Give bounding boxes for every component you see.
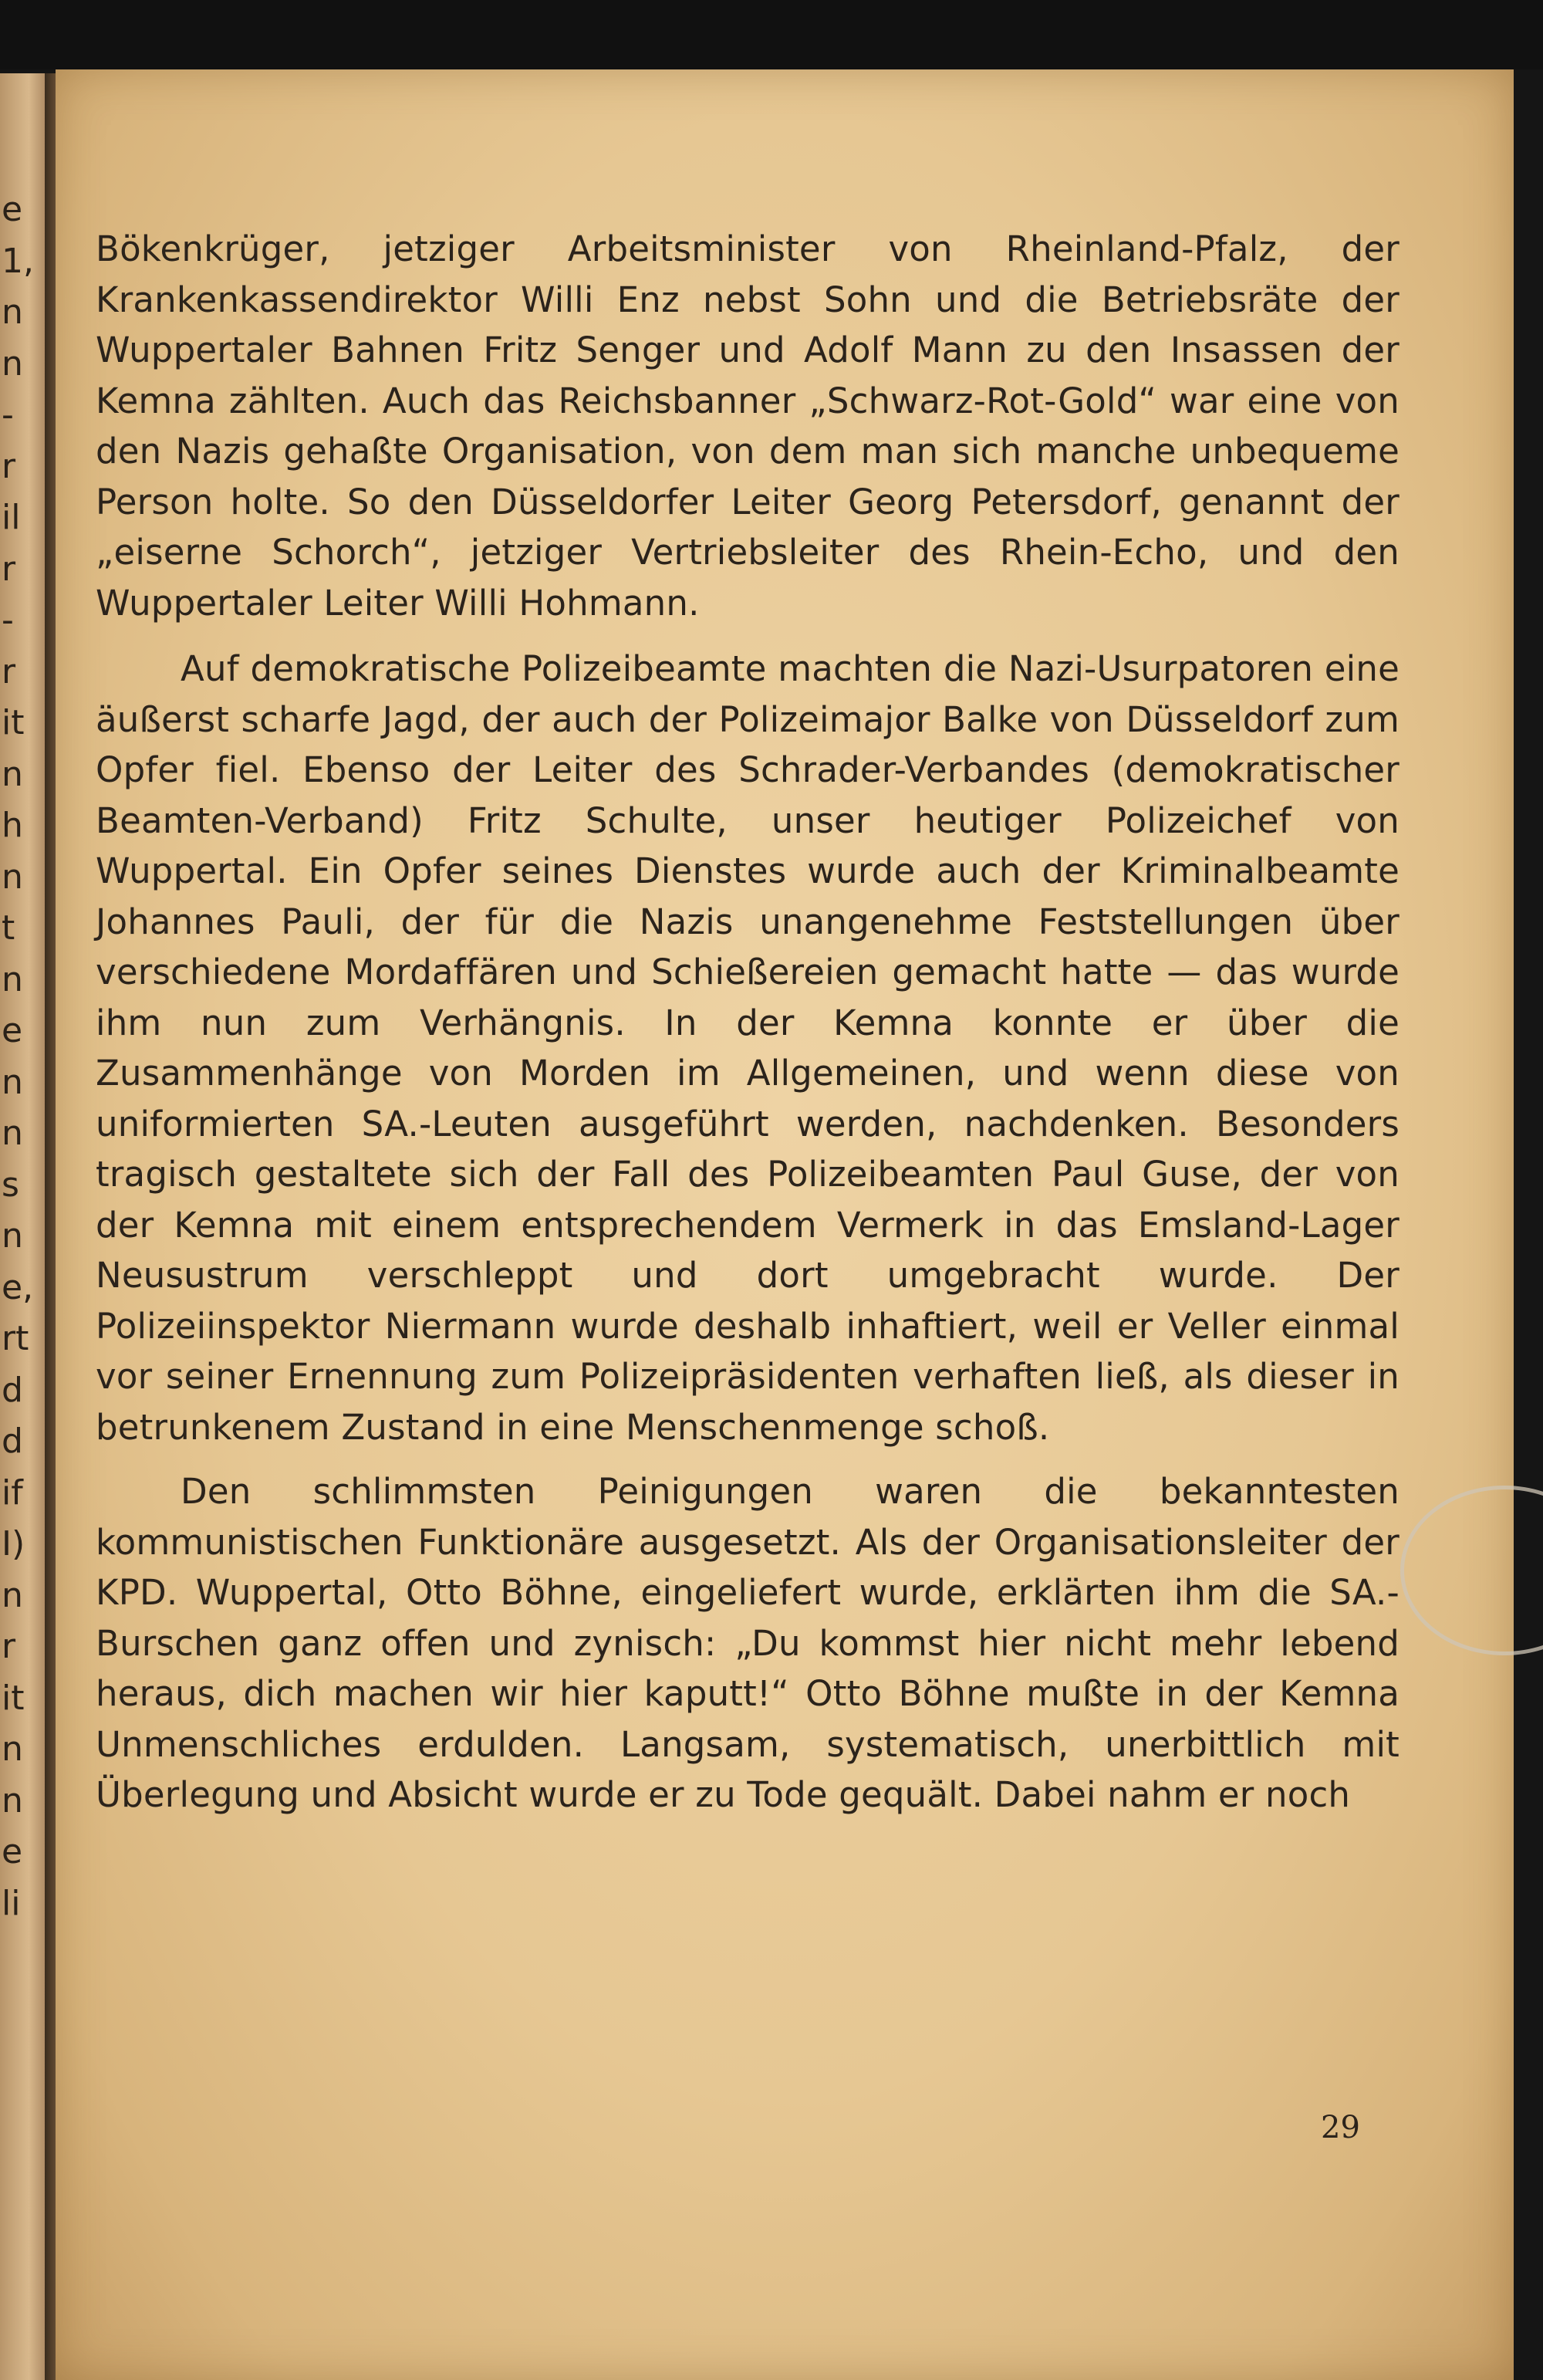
facing-page-letter: if: [2, 1472, 23, 1513]
facing-page-letter: li: [2, 1883, 21, 1923]
facing-page-letter: e,: [2, 1267, 34, 1307]
facing-page-letter: n: [2, 1216, 23, 1256]
facing-page-letter: h: [2, 806, 23, 845]
facing-page-letter: I): [2, 1524, 25, 1564]
facing-page-letter: e: [2, 190, 23, 229]
facing-page-letter: n: [2, 1114, 23, 1153]
facing-page-text-fragments: [0, 73, 48, 2380]
facing-page-letter: e: [2, 1011, 23, 1050]
facing-page-letter: r: [2, 549, 16, 589]
facing-page-letter: it: [2, 703, 25, 742]
facing-page-letter: il: [2, 498, 21, 537]
facing-page-letter: n: [2, 292, 23, 332]
page-text: [96, 224, 1400, 1820]
facing-page-letter: rt: [2, 1319, 29, 1358]
facing-page-letter: -: [2, 600, 14, 640]
paragraph-3: Den schlimmsten Peinigungen waren die bekanntesten kommunistischen Funktionäre ausgesetzt. Als der Organisationsleiter der KPD. Wuppertal, Otto Böhne, eingeliefert wurde, erklärten ihm die SA.-Burschen ganz offen und zynisch: „Du kommst hier nicht mehr lebend heraus, dich machen wir hier kaputt!“ Otto Böhne mußte in der Kemna Unmenschliches erdulden. Langsam, systematisch, unerbittlich mit Überlegung und Absicht wurde er zu Tode gequält. Dabei nahm er noch: [96, 1471, 1400, 1815]
facing-page-letter: t: [2, 908, 15, 948]
book-page: [56, 69, 1514, 2380]
facing-page-letter: n: [2, 343, 23, 384]
facing-page-letter: n: [2, 1780, 23, 1820]
facing-page-letter: d: [2, 1422, 23, 1461]
facing-page-letter: n: [2, 1729, 23, 1769]
facing-page-letter: d: [2, 1370, 23, 1410]
facing-page-letter: s: [2, 1165, 19, 1205]
facing-page-letter: n: [2, 754, 23, 794]
facing-page-letter: r: [2, 446, 16, 486]
facing-page-letter: e: [2, 1832, 23, 1871]
facing-page-letter: r: [2, 1627, 16, 1666]
facing-page-edge: [0, 73, 48, 2380]
scan-top-border: [0, 0, 1543, 69]
paragraph-2: Auf demokratische Polizeibeamte machten die Nazi-Usurpatoren eine äußerst scharfe Jagd, der auch der Polizeimajor Balke von Düsseldorf zum Opfer fiel. Ebenso der Leiter des Schrader-Verbandes (demokratischer Beamten-Verband) Fritz Schulte, unser heutiger Polizeichef von Wuppertal. Ein Opfer seines Dienstes wurde auch der Kriminalbeamte Johannes Pauli, der für die Nazis unangenehme Feststellungen über verschiedene Mordaffären und Schießereien gemacht hatte — das wurde ihm nun zum Verhängnis. In der Kemna konnte er über die Zusammenhänge von Morden im Allgemeinen, und wenn diese von uniformierten SA.-Leuten ausgeführt werden, nachdenken. Besonders tragisch gestaltete sich der Fall des Polizeibeamten Paul Guse, der von der Kemna mit einem entsprechendem Vermerk in das Emsland-Lager Neusustrum verschleppt und dort umgebracht wurde. Der Polizeiinspektor Niermann wurde deshalb inhaftiert, weil er Veller einmal vor seiner Ernennung zum Polizeipräsidenten verhaften ließ, als dieser in betrunkenem Zustand in eine Menschenmenge schoß.: [96, 648, 1400, 1448]
facing-page-letter: -: [2, 395, 14, 434]
paragraph-1: Bökenkrüger, jetziger Arbeitsminister von Rheinland-Pfalz, der Krankenkassendirektor Willi Enz nebst Sohn und die Betriebsräte der Wuppertaler Bahnen Fritz Senger und Adolf Mann zu den Insassen der Kemna zählten. Auch das Reichsbanner „Schwarz-Rot-Gold“ war eine von den Nazis gehaßte Organisation, von dem man sich manche unbequeme Person holte. So den Düsseldorfer Leiter Georg Petersdorf, genannt der „eiserne Schorch“, jetziger Vertriebsleiter des Rhein-Echo, und den Wuppertaler Leiter Willi Hohmann.: [96, 228, 1400, 624]
facing-page-letter: n: [2, 959, 23, 999]
facing-page-letter: r: [2, 651, 16, 691]
facing-page-letter: n: [2, 1062, 23, 1102]
page-number: 29: [1321, 2110, 1360, 2145]
facing-page-letter: 1,: [2, 241, 34, 281]
facing-page-letter: it: [2, 1678, 25, 1718]
facing-page-letter: n: [2, 1575, 23, 1615]
facing-page-letter: n: [2, 857, 23, 897]
